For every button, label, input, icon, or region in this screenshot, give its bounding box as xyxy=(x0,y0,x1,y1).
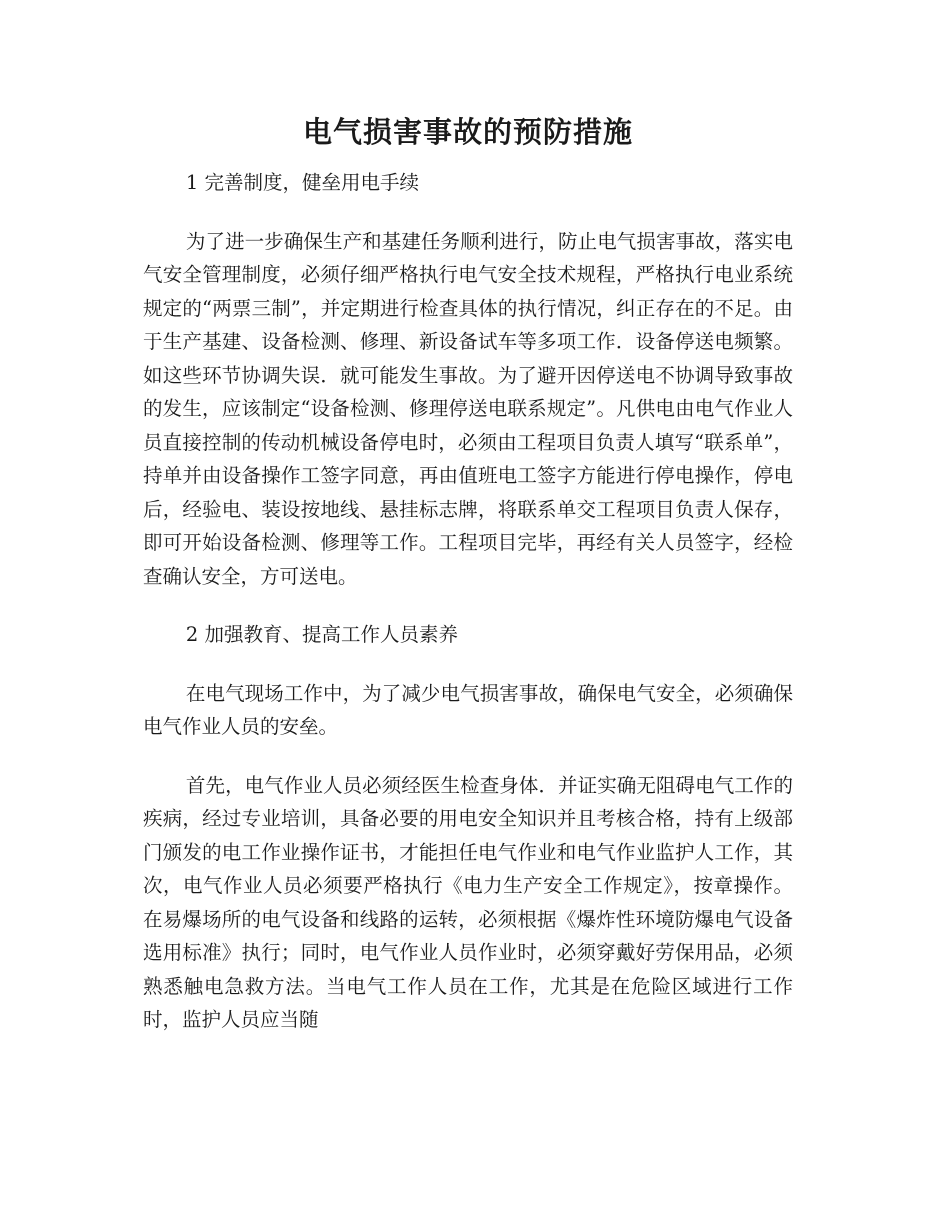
paragraph-3: 首先，电气作业人员必须经医生检查身体．并证实确无阻碍电气工作的疾病，经过专业培训，具备必要的用电安全知识并且考核合格，持有上级部门颁发的电工作业操作证书，才能担任电气作业和电气作业监护人工作，其次，电气作业人员必须要严格执行《电力生产安全工作规定》，按章操作。在易爆场所的电气设备和线路的运转，必须根据《爆炸性环境防爆电气设备选用标准》执行；同时，电气作业人员作业时，必须穿戴好劳保用品，必须熟悉触电急救方法。当电气工作人员在工作，尤其是在危险区域进行工作时，监护人员应当随 xyxy=(143,773,793,1031)
section-heading-1: 1 完善制度，健垒用电手续 xyxy=(185,171,419,194)
section-heading-2: 2 加强教育、提高工作人员素养 xyxy=(185,623,458,646)
document-page xyxy=(143,110,793,1062)
paragraph-2: 在电气现场工作中，为了减少电气损害事故，确保电气安全，必须确保电气作业人员的安垒。 xyxy=(143,681,793,738)
document-title: 电气损害事故的预防措施 xyxy=(302,115,633,149)
paragraph-1: 为了进一步确保生产和基建任务顺利进行，防止电气损害事故，落实电气安全管理制度，必须仔细严格执行电气安全技术规程，严格执行电业系统规定的“两票三制”，并定期进行检查具体的执行情况，纠正存在的不足。由于生产基建、设备检测、修理、新设备试车等多项工作．设备停送电频繁。如这些环节协调失误．就可能发生事故。为了避开因停送电不协调导致事故的发生，应该制定“设备检测、修理停送电联系规定”。凡供电由电气作业人员直接控制的传动机械设备停电时，必须由工程项目负责人填写“联系单”，持单并由设备操作工签字同意，再由值班电工签字方能进行停电操作，停电后，经验电、装设按地线、悬挂标志牌，将联系单交工程项目负责人保存，即可开始设备检测、修理等工作。工程项目完毕，再经有关人员签字，经检查确认安全，方可送电。 xyxy=(143,229,793,588)
